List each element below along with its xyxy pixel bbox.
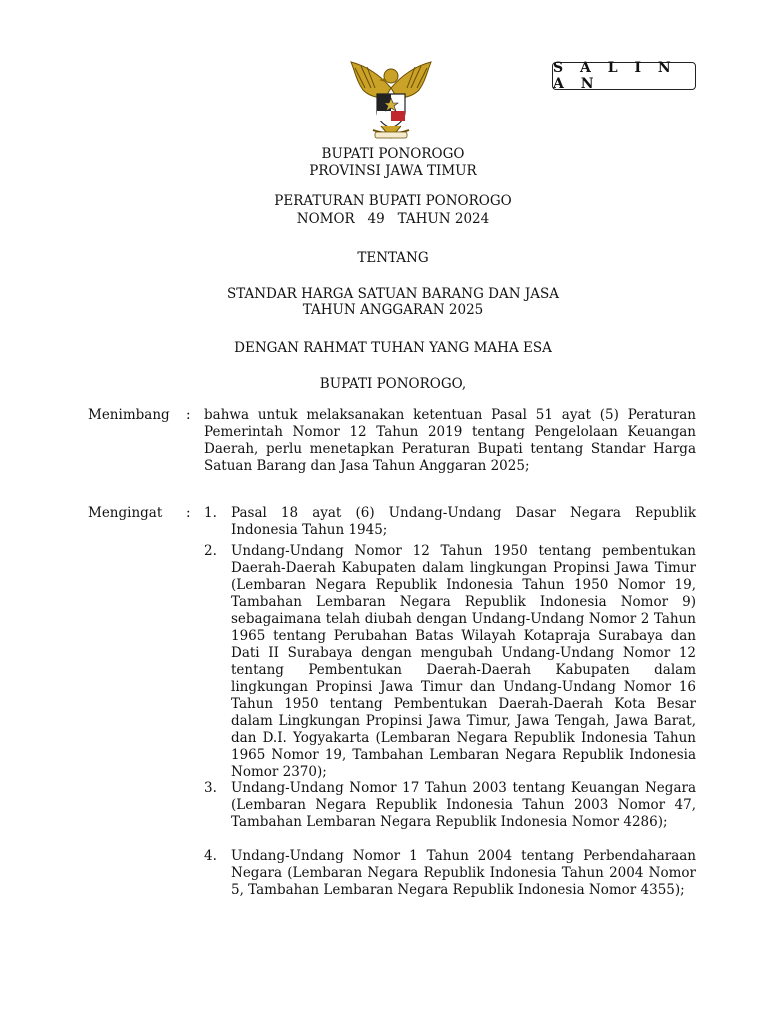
- mengingat-item-text: Undang-Undang Nomor 17 Tahun 2003 tentang Keuangan Negara (Lembaran Negara Republik Indonesia Tahun 2003 Nomor 47, Tambahan Lembaran Negara Republik Indonesia Nomor 4286);: [231, 780, 696, 830]
- mengingat-item-number: 2.: [204, 543, 217, 559]
- menimbang-colon: :: [186, 407, 191, 423]
- menimbang-text: bahwa untuk melaksanakan ketentuan Pasal 51 ayat (5) Peraturan Pemerintah Nomor 12 Tahun 2019 tentang Pengelolaan Keuangan Daerah, perlu menetapkan Peraturan Bupati tentang Standar Harga Satuan Barang dan Jasa Tahun Anggaran 2025;: [204, 407, 696, 474]
- regulation-title: PERATURAN BUPATI PONOROGO: [274, 193, 512, 209]
- header-line-2: PROVINSI JAWA TIMUR: [309, 163, 477, 179]
- salinan-stamp: S A L I N A N: [552, 62, 696, 90]
- subject-line-1: STANDAR HARGA SATUAN BARANG DAN JASA: [226, 286, 559, 302]
- mengingat-item-number: 1.: [204, 505, 217, 521]
- mengingat-item-text: Undang-Undang Nomor 12 Tahun 1950 tentang pembentukan Daerah-Daerah Kabupaten dalam lingkungan Propinsi Jawa Timur (Lembaran Negara Republik Indonesia Tahun 1950 Nomor 19, Tambahan Lembaran Negara Republik Indonesia Nomor 9) sebagaimana telah diubah dengan Undang-Undang Nomor 2 Tahun 1965 tentang Perubahan Batas Wilayah Kotapraja Surabaya dan Dati II Surabaya dengan mengubah Undang-Undang Nomor 12 tentang Pembentukan Daerah-Daerah Kabupaten dalam lingkungan Propinsi Jawa Timur dan Undang-Undang Nomor 16 Tahun 1950 tentang Pembentukan Daerah-Daerah Kota Besar dalam Lingkungan Propinsi Jawa Timur, Jawa Tengah, Jawa Barat, dan D.I. Yogyakarta (Lembaran Negara Republik Indonesia Tahun 1965 Nomor 19, Tambahan Lembaran Negara Republik Indonesia Nomor 2370);: [231, 543, 696, 780]
- authority-line: BUPATI PONOROGO,: [319, 376, 467, 392]
- mengingat-item-text: Pasal 18 ayat (6) Undang-Undang Dasar Negara Republik Indonesia Tahun 1945;: [231, 505, 696, 538]
- mengingat-item-number: 3.: [204, 780, 217, 796]
- tentang-heading: TENTANG: [357, 250, 429, 266]
- garuda-emblem-icon: [345, 58, 437, 142]
- subject-line-2: TAHUN ANGGARAN 2025: [302, 302, 484, 318]
- regulation-number: NOMOR 49 TAHUN 2024: [296, 211, 490, 227]
- header-line-1: BUPATI PONOROGO: [321, 146, 465, 162]
- mengingat-colon: :: [186, 505, 191, 521]
- mengingat-label: Mengingat: [88, 505, 163, 521]
- mengingat-item-text: Undang-Undang Nomor 1 Tahun 2004 tentang Perbendaharaan Negara (Lembaran Negara Republik Indonesia Tahun 2004 Nomor 5, Tambahan Lembaran Negara Republik Indonesia Nomor 4355);: [231, 848, 696, 898]
- menimbang-label: Menimbang: [88, 407, 170, 423]
- mengingat-item-number: 4.: [204, 848, 217, 864]
- invocation: DENGAN RAHMAT TUHAN YANG MAHA ESA: [234, 340, 552, 356]
